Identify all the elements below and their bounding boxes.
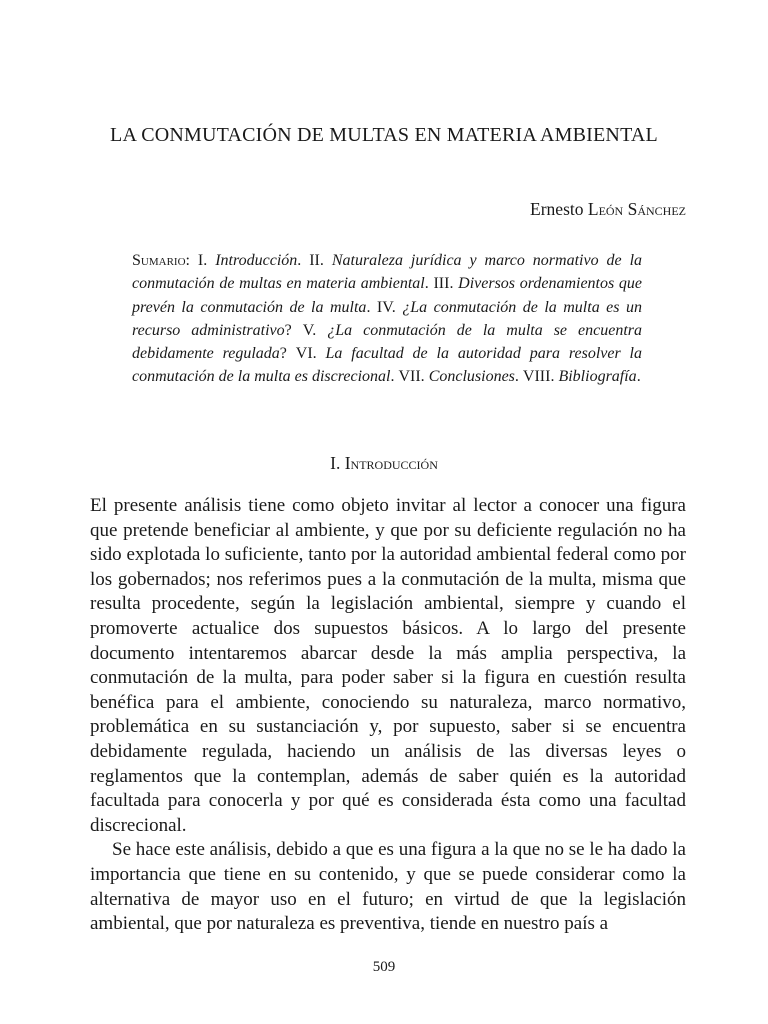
summary-item-number: II.	[309, 252, 332, 269]
summary-item-title: Conclusiones	[428, 368, 515, 386]
summary-item-separator: .	[424, 275, 434, 293]
summary-item-number: III.	[433, 275, 459, 293]
summary-item-separator: .	[390, 368, 399, 386]
body-text	[90, 494, 686, 937]
summary-item-number: V.	[302, 321, 328, 339]
summary-item-separator: ?	[284, 321, 303, 339]
summary-item-title: Diversos ordenamientos que prevén la conmutación de la multa	[132, 275, 643, 316]
paragraph-2: Se hace este análisis, debido a que es una figura a la que no se le ha dado la importancia que tiene en su contenido, y que se puede considerar como la alternativa de mayor uso en el futuro; en virtud de que la legislación ambiental, que por naturaleza es preventiva, tiende en nuestro país a	[90, 839, 686, 935]
summary-item-separator: .	[514, 368, 523, 386]
summary-item-7	[398, 368, 522, 385]
summary-item-title: Introducción	[215, 252, 298, 269]
summary-item-title: ¿La conmutación de la multa es un recurso administrativo	[132, 298, 642, 339]
summary-item-title: Naturaleza jurídica y marco normativo de la conmutación de multas en materia ambiental	[132, 252, 643, 293]
summary-label: Sumario	[132, 252, 186, 269]
summary-item-separator: .	[636, 368, 641, 386]
article-title: LA CONMUTACIÓN DE MULTAS EN MATERIA AMBIENTAL	[110, 124, 658, 146]
summary-item-separator: ?	[279, 345, 296, 363]
summary-item-1	[198, 252, 309, 269]
summary-label-colon: :	[185, 252, 198, 269]
summary-item-number: I.	[197, 252, 216, 269]
summary-item-8	[523, 368, 641, 385]
summary-item-number: IV.	[376, 298, 403, 316]
summary-item-title: ¿La conmutación de la multa se encuentra debidamente regulada	[132, 321, 642, 363]
author-last-name: León Sánchez	[587, 199, 686, 219]
summary-item-number: VI.	[295, 345, 326, 363]
summary-item-title: Bibliografía	[558, 368, 637, 386]
paragraph-1: El presente análisis tiene como objeto invitar al lector a conocer una figura que pretende beneficiar al ambiente, y que por su deficiente regulación no ha sido explotada lo suficiente, tanto por la autoridad ambiental federal como por los gobernados; nos referimos pues a la conmutación de la multa, misma que resulta procedente, según la legislación ambiental, siempre y cuando el promoverte actualice dos supuestos básicos. A lo largo del presente documento intentaremos abarcar desde la más amplia perspectiva, la conmutación de la multa, para poder saber si la figura en cuestión resulta benéfica para el ambiente, conociendo su naturaleza, marco normativo, problemática en su sustanciación y, por supuesto, saber si se encuentra debidamente regulada, haciendo un análisis de las diversas leyes o reglamentos que la contemplan, además de saber quién es la autoridad facultada para conocerla y por qué es considerada ésta como una facultad discrecional.	[90, 495, 686, 836]
summary-block	[132, 249, 642, 389]
section-number: I.	[330, 453, 345, 473]
section-heading	[0, 453, 768, 474]
summary-item-separator: .	[366, 298, 377, 316]
author-first-name: Ernesto	[530, 199, 588, 219]
section-title: Introducción	[344, 453, 438, 473]
summary-item-title: La facultad de la autoridad para resolver la conmutación de la multa es discrecional	[132, 345, 643, 386]
summary-item-number: VIII.	[522, 368, 559, 386]
author-name	[530, 199, 686, 220]
summary-item-separator: .	[297, 252, 310, 269]
summary-item-number: VII.	[398, 368, 429, 386]
page-number: 509	[372, 959, 396, 975]
